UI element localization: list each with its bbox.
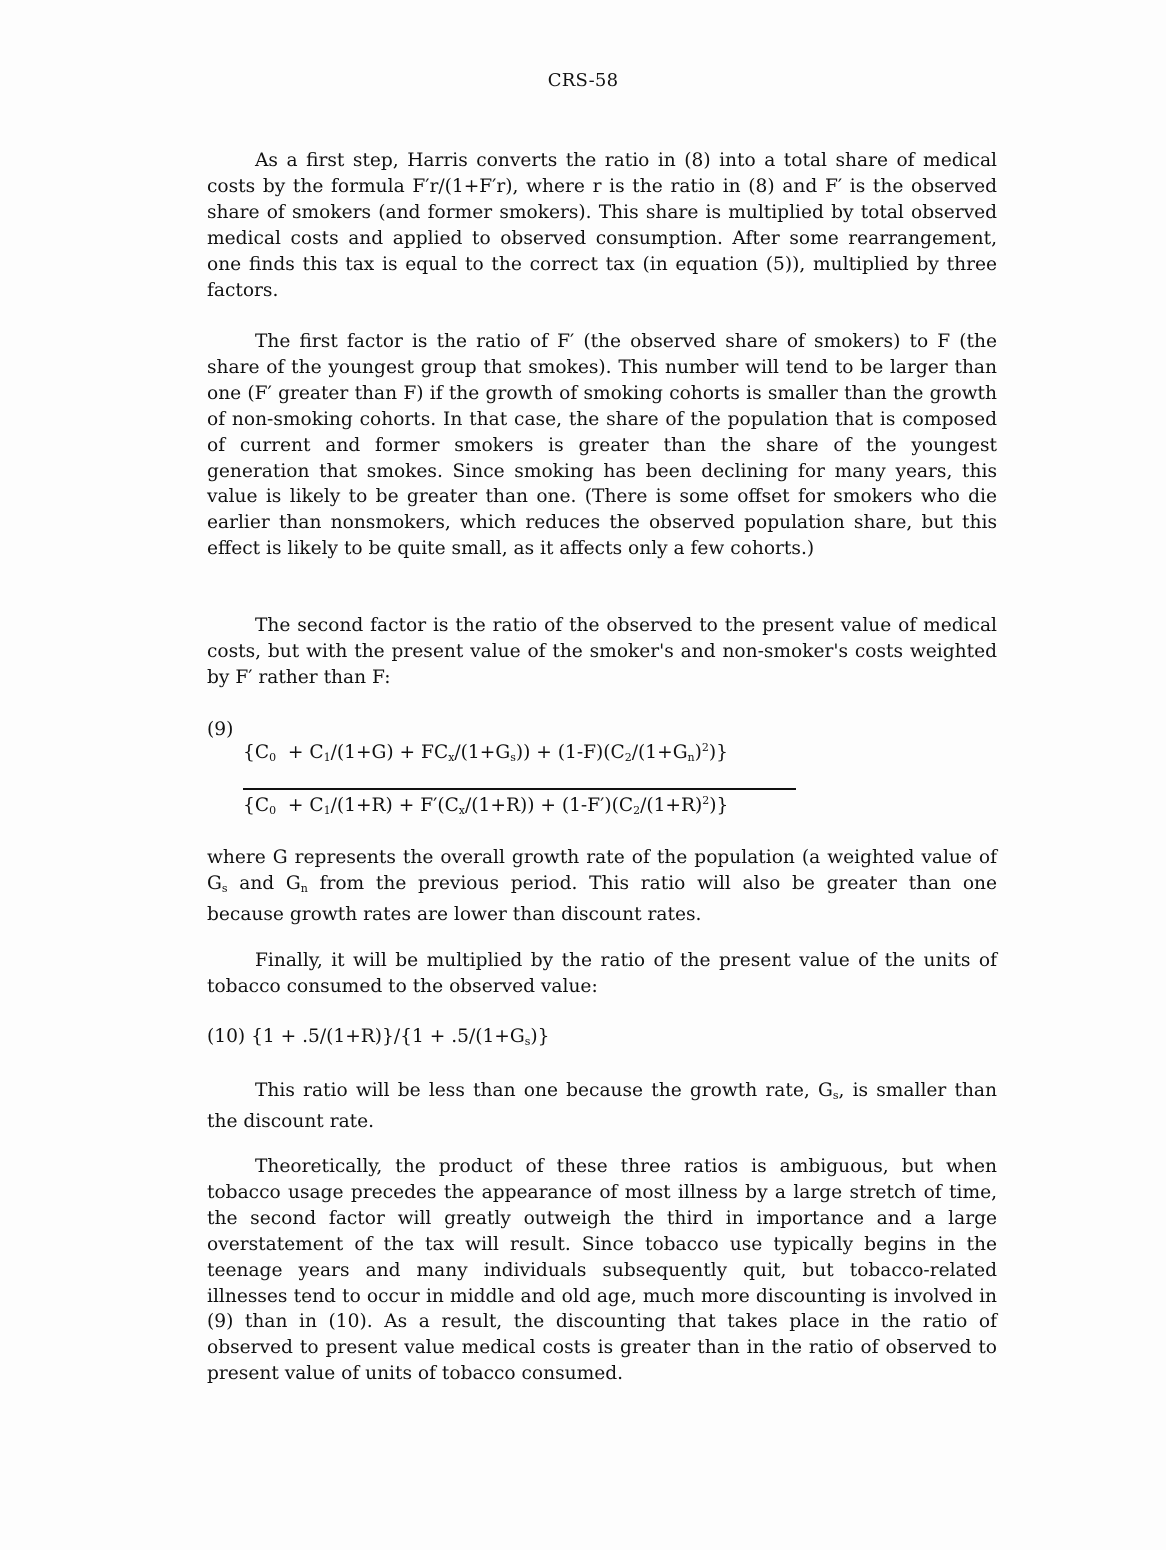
paragraph-first-factor: The first factor is the ratio of F′ (the observed share of smokers) to F (the share of the youngest group that smokes). This number will tend to be larger than one (F′ greater than F) if the growth of smoking cohorts is smaller than the growth of non-smoking cohorts. In that case, the share of the population that is composed of current and former smokers is greater than the share of the youngest generation that smokes. Since smoking has been declining for many years, this value is likely to be greater than one. (There is some offset for smokers who die earlier than nonsmokers, which reduces the observed population share, but this effect is likely to be quite small, as it affects only a few cohorts.) <box>207 331 997 560</box>
fraction-bar <box>243 788 796 790</box>
paragraph-theoretically: Theoretically, the product of these three ratios is ambiguous, but when tobacco usage precedes the appearance of most illness by a large stretch of time, the second factor will greatly outweigh the third in importance and a large overstatement of the tax will result. Since tobacco use typically begins in the teenage years and many individuals subsequently quit, but tobacco-related illnesses tend to occur in middle and old age, much more discounting is involved in (9) than in (10). As a result, the discounting that takes place in the ratio of observed to present value medical costs is greater than in the ratio of observed to present value of units of tobacco consumed. <box>207 1156 997 1385</box>
paragraph-finally: Finally, it will be multiplied by the ratio of the present value of the units of tobacco consumed to the observed value: <box>207 950 997 997</box>
equation-10: (10) $\{1 + .5/(1+R)\}/\{1 + .5/(1+G_s)\}$ <box>207 1026 550 1048</box>
paragraph-first-step: As a first step, Harris converts the ratio in (8) into a total share of medical costs by the formula F′r/(1+F′r), where r is the ratio in (8) and F′ is the observed share of smokers (and former smokers). This share is multiplied by total observed medical costs and applied to observed consumption. After some rearrangement, one finds this tax is equal to the correct tax (in equation (5)), multiplied by three factors. <box>207 150 997 301</box>
equation-9-label: (9) <box>207 719 234 740</box>
paragraph-ratio-less-than-one: This ratio will be less than one because the growth rate, $G_s$, is smaller than the discount rate. <box>207 1080 997 1132</box>
paragraph-second-factor: The second factor is the ratio of the observed to the present value of medical costs, but with the present value of the smoker's and non-smoker's costs weighted by F′ rather than F: <box>207 615 997 688</box>
paragraph-where-g: where G represents the overall growth rate of the population (a weighted value of $G_s$ and $G_n$ from the previous period. This ratio will also be greater than one because growth rates are lower than discount rates. <box>207 847 997 925</box>
page-header: CRS-58 <box>547 70 619 91</box>
equation-9-numerator: $\{C_0 + C_1/(1+G) + FC_x/(1+G_s)) + (1-F)(C_2/(1+G_n)^2)$} <box>243 741 728 764</box>
equation-9-denominator: $\{C_0 + C_1/(1+R) + F'(C_x/(1+R)) + (1-F')(C_2/(1+R)^2)\}$ <box>243 794 729 817</box>
